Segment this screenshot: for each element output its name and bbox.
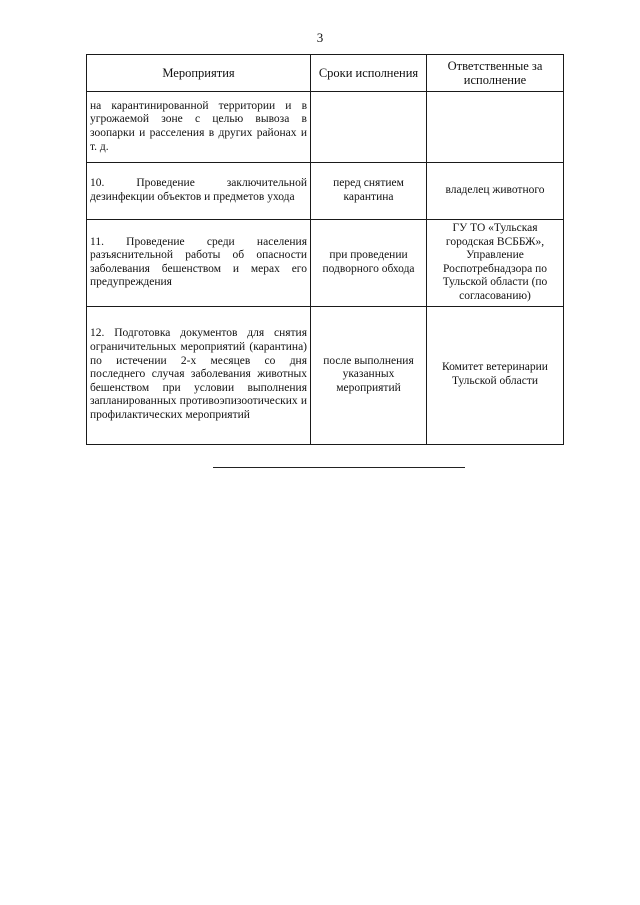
table-row — [87, 306, 564, 444]
term-cell: после выполнения указанных мероприятий — [311, 306, 427, 444]
responsible-cell: владелец животного — [427, 163, 564, 220]
activity-cell: 10. Проведение заключительной дезинфекции объектов и предметов ухода — [87, 163, 311, 220]
activity-cell: 12. Подготовка документов для снятия ограничительных мероприятий (карантина) по истечении 2-х месяцев со дня последнего случая заболевания животных бешенством при условии выполнения запланированных противоэпизоотических и профилактических мероприятий — [87, 306, 311, 444]
measures-table — [86, 54, 564, 445]
end-divider-line — [213, 467, 465, 468]
term-cell: при проведении подворного обхода — [311, 220, 427, 307]
header-deadlines: Сроки исполнения — [311, 55, 427, 92]
table-row — [87, 163, 564, 220]
responsible-cell: Комитет ветеринарии Тульской области — [427, 306, 564, 444]
responsible-cell — [427, 92, 564, 163]
table-header-row — [87, 55, 564, 92]
activity-cell: на карантинированной территории и в угрожаемой зоне с целью вывоза в зоопарки и расселения в других районах и т. д. — [87, 92, 311, 163]
term-cell — [311, 92, 427, 163]
term-cell: перед снятием карантина — [311, 163, 427, 220]
table-row — [87, 220, 564, 307]
header-responsible: Ответственные за исполнение — [427, 55, 564, 92]
table-row — [87, 92, 564, 163]
activity-cell: 11. Проведение среди населения разъяснительной работы об опасности заболевания бешенством и мерах его предупреждения — [87, 220, 311, 307]
header-activities: Мероприятия — [87, 55, 311, 92]
responsible-cell: ГУ ТО «Тульская городская ВСББЖ», Управление Роспотребнадзора по Тульской области (по согласованию) — [427, 220, 564, 307]
page-number: 3 — [316, 30, 324, 45]
